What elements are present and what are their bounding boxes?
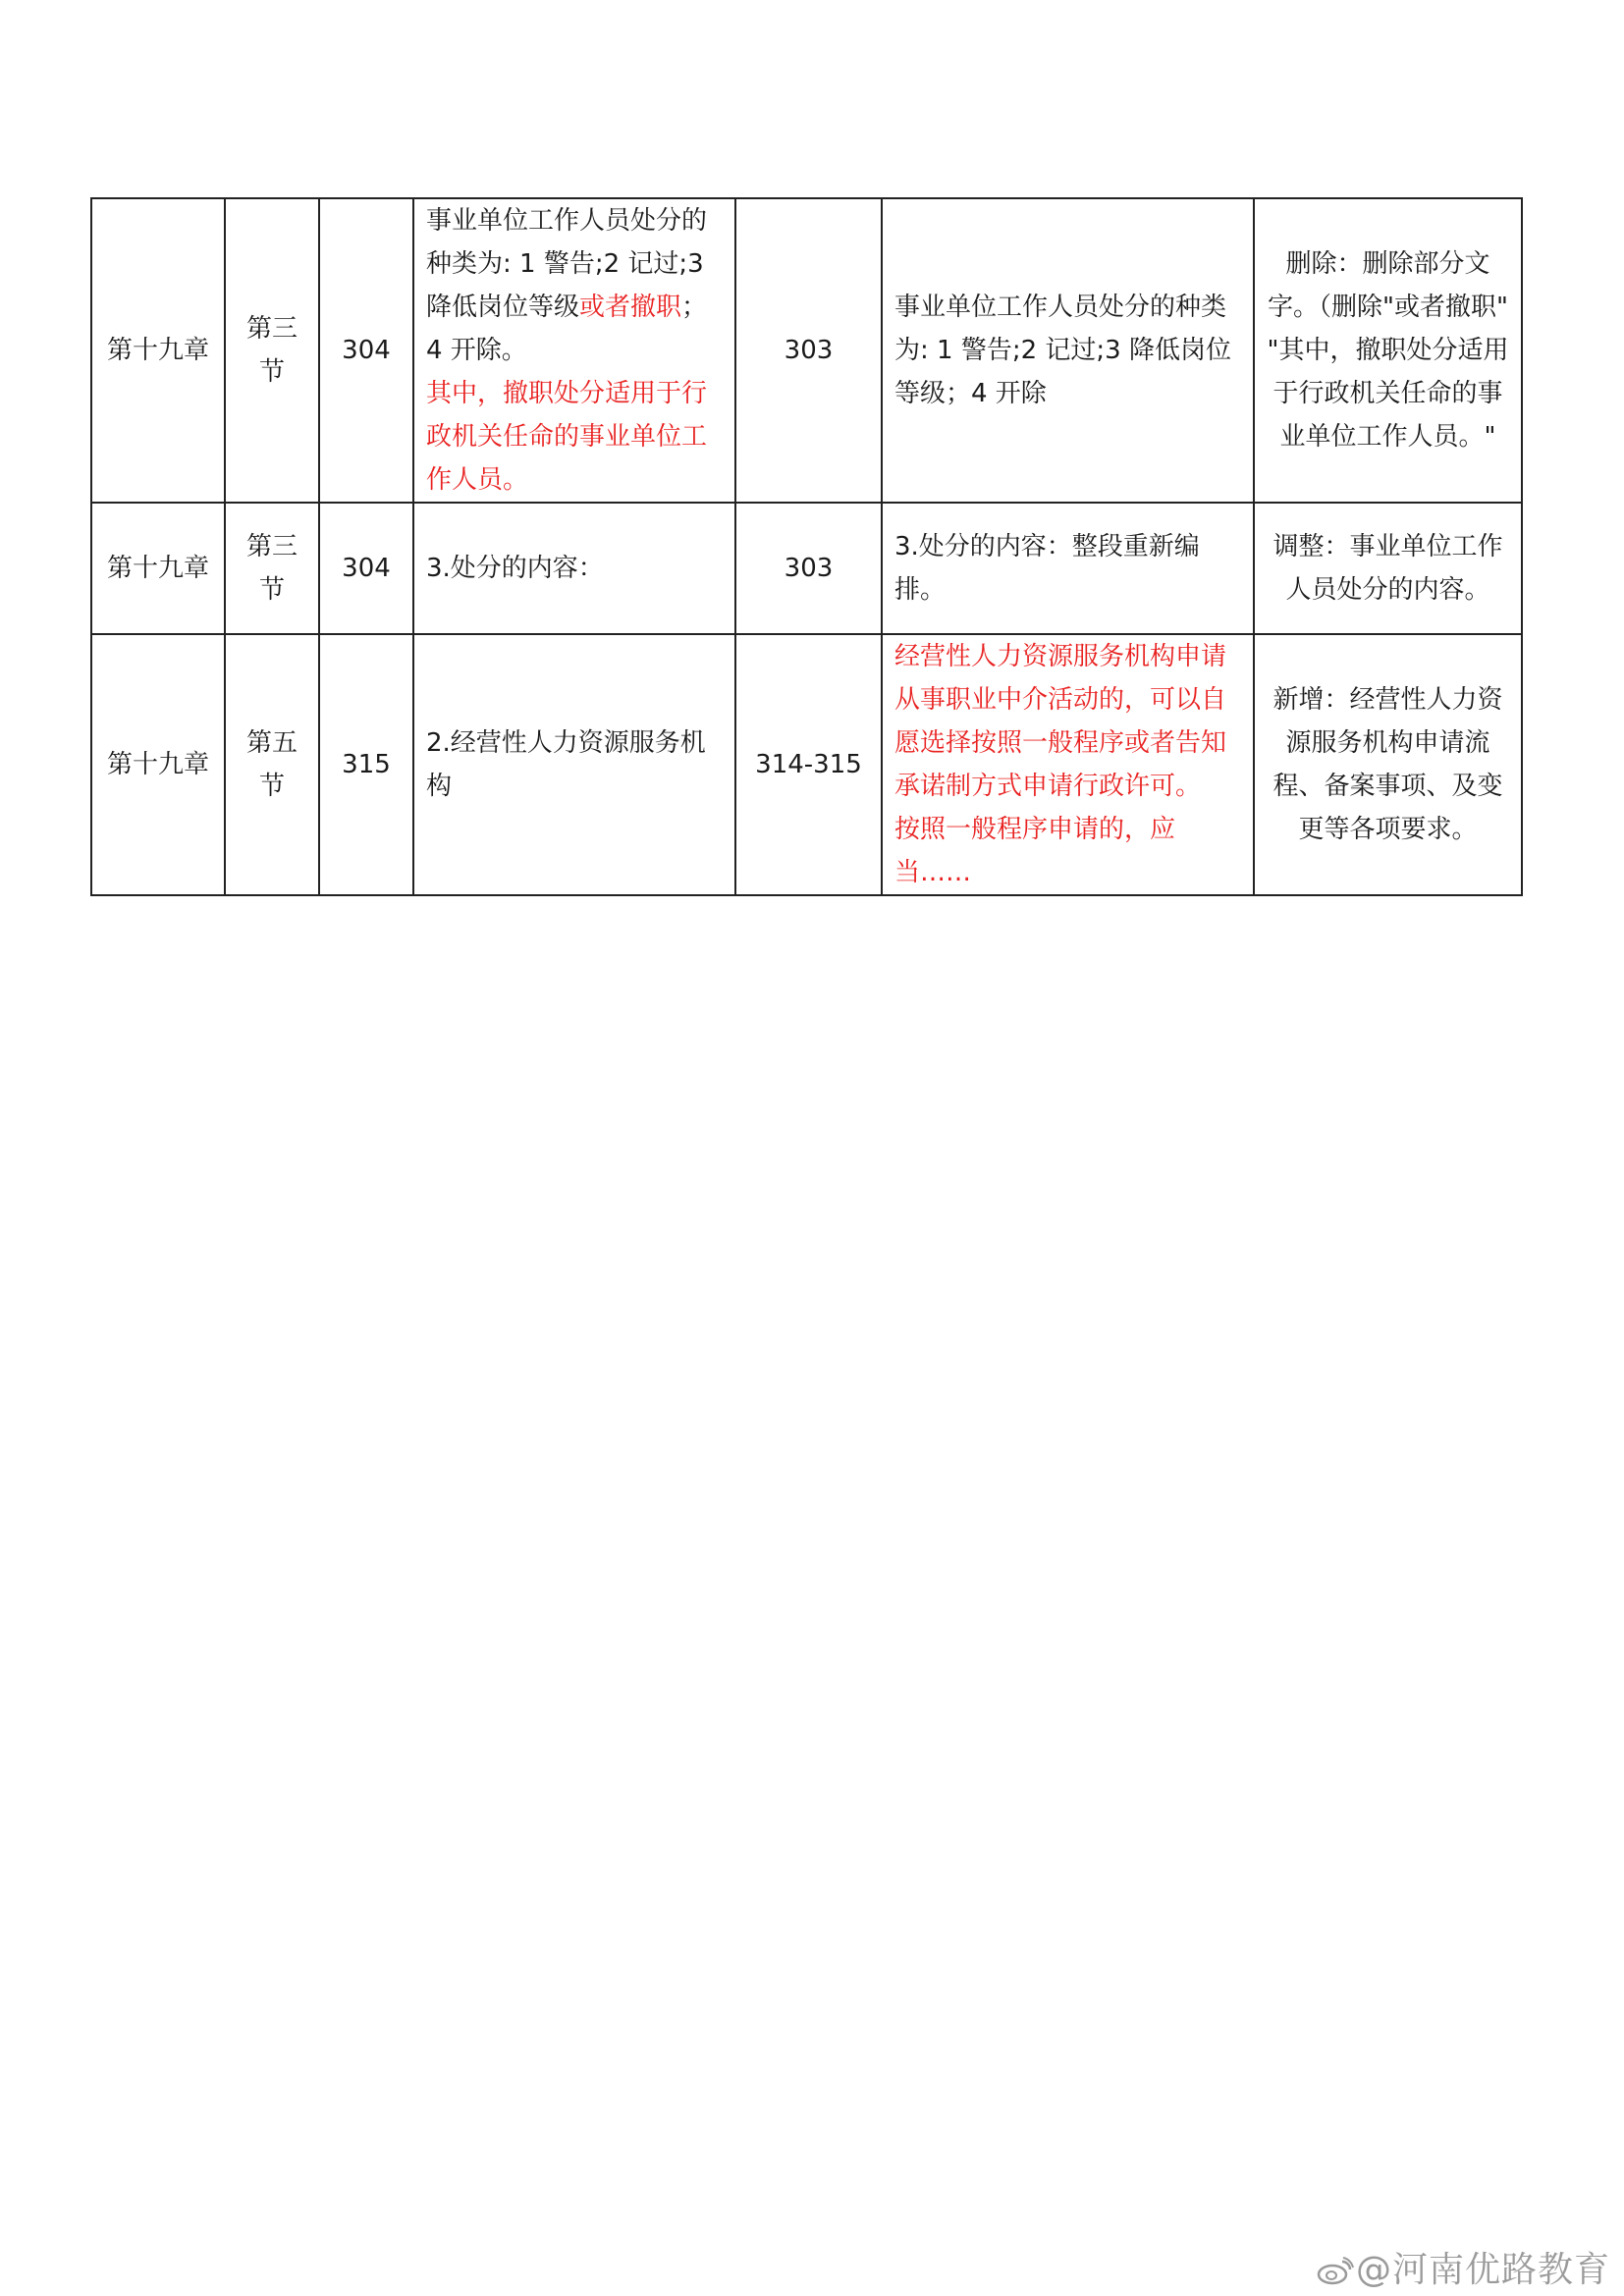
deleted-text: 或者撤职: [579, 293, 682, 322]
watermark: [1317, 2242, 1610, 2292]
deleted-paragraph: 其中，撤职处分适用于行政机关任命的事业单位工作人员。: [426, 379, 708, 495]
old-page-cell: 304: [319, 503, 413, 634]
chapter-cell: 第十九章: [91, 198, 225, 503]
added-paragraph: 经营性人力资源服务机构申请从事职业中介活动的，可以自愿选择按照一般程序或者告知承诺制方式申请行政许可。: [894, 642, 1227, 801]
weibo-icon: [1317, 2254, 1354, 2283]
chapter-cell: 第十九章: [91, 503, 225, 634]
section-cell: 第三节: [225, 503, 319, 634]
new-content-cell: 事业单位工作人员处分的种类为: 1 警告;2 记过;3 降低岗位等级；4 开除: [882, 198, 1254, 503]
old-content-cell: [413, 198, 735, 503]
added-paragraph-2: 按照一般程序申请的，应当……: [894, 815, 1176, 887]
old-content-cell: 2.经营性人力资源服务机构: [413, 634, 735, 895]
section-cell: 第三节: [225, 198, 319, 503]
note-cell: 调整：事业单位工作人员处分的内容。: [1254, 503, 1522, 634]
chapter-cell: 第十九章: [91, 634, 225, 895]
new-content-cell: 3.处分的内容：整段重新编排。: [882, 503, 1254, 634]
new-page-cell: 303: [735, 198, 882, 503]
table-row: [91, 198, 1522, 503]
table-row: [91, 634, 1522, 895]
note-cell: 删除：删除部分文字。（删除"或者撤职" "其中，撤职处分适用于行政机关任命的事业单位工作人员。": [1254, 198, 1522, 503]
old-content-cell: 3.处分的内容：: [413, 503, 735, 634]
old-content-text: 事业单位工作人员处分的种类为: 1 警告;2 记过;3 降低岗位等级: [426, 206, 708, 322]
watermark-text: @河南优路教育: [1355, 2250, 1610, 2290]
new-content-cell: [882, 634, 1254, 895]
section-cell: 第五节: [225, 634, 319, 895]
old-page-cell: 304: [319, 198, 413, 503]
old-page-cell: 315: [319, 634, 413, 895]
old-content-text-end: ；4 开除。: [426, 293, 708, 365]
new-page-cell: 314-315: [735, 634, 882, 895]
table-row: [91, 503, 1522, 634]
changes-table: [90, 197, 1523, 896]
note-cell: 新增：经营性人力资源服务机构申请流程、备案事项、及变更等各项要求。: [1254, 634, 1522, 895]
new-page-cell: 303: [735, 503, 882, 634]
